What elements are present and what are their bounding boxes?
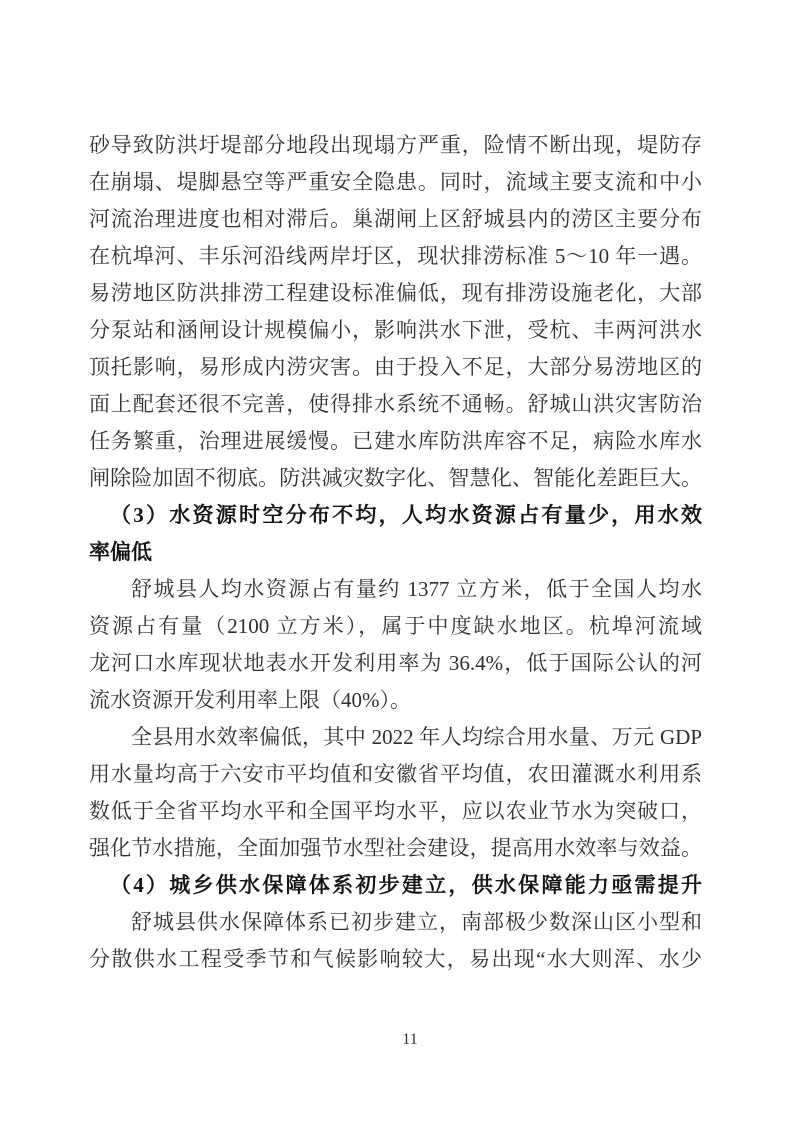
- body-text-line: 强化节水措施，全面加强节水型社会建设，提高用水效率与效益。: [89, 836, 702, 860]
- body-text-line: 砂导致防洪圩堤部分地段出现塌方严重，险情不断出现，堤防存: [89, 133, 702, 157]
- body-text-line: 顶托影响，易形成内涝灾害。由于投入不足，大部分易涝地区的: [89, 355, 702, 379]
- heading-line: （3）水资源时空分布不均，人均水资源占有量少，用水效: [110, 503, 702, 527]
- body-text-line: 全县用水效率偏低，其中 2022 年人均综合用水量、万元 GDP: [131, 725, 702, 749]
- body-text-line: 舒城县人均水资源占有量约 1377 立方米，低于全国人均水: [131, 577, 702, 601]
- body-text-line: 用水量均高于六安市平均值和安徽省平均值，农田灌溉水利用系: [89, 762, 702, 786]
- body-text-line: 数低于全省平均水平和全国平均水平，应以农业节水为突破口，: [89, 799, 702, 823]
- heading-line: （4）城乡供水保障体系初步建立，供水保障能力亟需提升: [110, 873, 702, 897]
- body-text-line: 在崩塌、堤脚悬空等严重安全隐患。同时，流域主要支流和中小: [89, 170, 702, 194]
- page-number: 11: [402, 1031, 418, 1048]
- body-text-line: 流水资源开发利用率上限（40%）。: [89, 688, 411, 712]
- body-text-line: 闸除险加固不彻底。防洪减灾数字化、智慧化、智能化差距巨大。: [89, 466, 702, 490]
- body-text-line: 资源占有量（2100 立方米），属于中度缺水地区。杭埠河流域: [89, 614, 702, 638]
- heading-line: 率偏低: [89, 540, 152, 564]
- body-text-line: 任务繁重，治理进展缓慢。已建水库防洪库容不足，病险水库水: [89, 429, 702, 453]
- body-text-line: 舒城县供水保障体系已初步建立，南部极少数深山区小型和: [131, 910, 702, 934]
- body-text-line: 分泵站和涵闸设计规模偏小，影响洪水下泄，受杭、丰两河洪水: [89, 318, 702, 342]
- body-text-line: 易涝地区防洪排涝工程建设标准偏低，现有排涝设施老化，大部: [89, 281, 702, 305]
- body-text-line: 河流治理进度也相对滞后。巢湖闸上区舒城县内的涝区主要分布: [89, 207, 702, 231]
- body-text-line: 在杭埠河、丰乐河沿线两岸圩区，现状排涝标准 5～10 年一遇。: [89, 244, 702, 268]
- body-text-line: 龙河口水库现状地表水开发利用率为 36.4%，低于国际公认的河: [89, 651, 702, 675]
- body-text-line: 分散供水工程受季节和气候影响较大，易出现“水大则浑、水少: [89, 947, 702, 971]
- document-text-block: [89, 127, 702, 978]
- body-text-line: 面上配套还很不完善，使得排水系统不通畅。舒城山洪灾害防治: [89, 392, 702, 416]
